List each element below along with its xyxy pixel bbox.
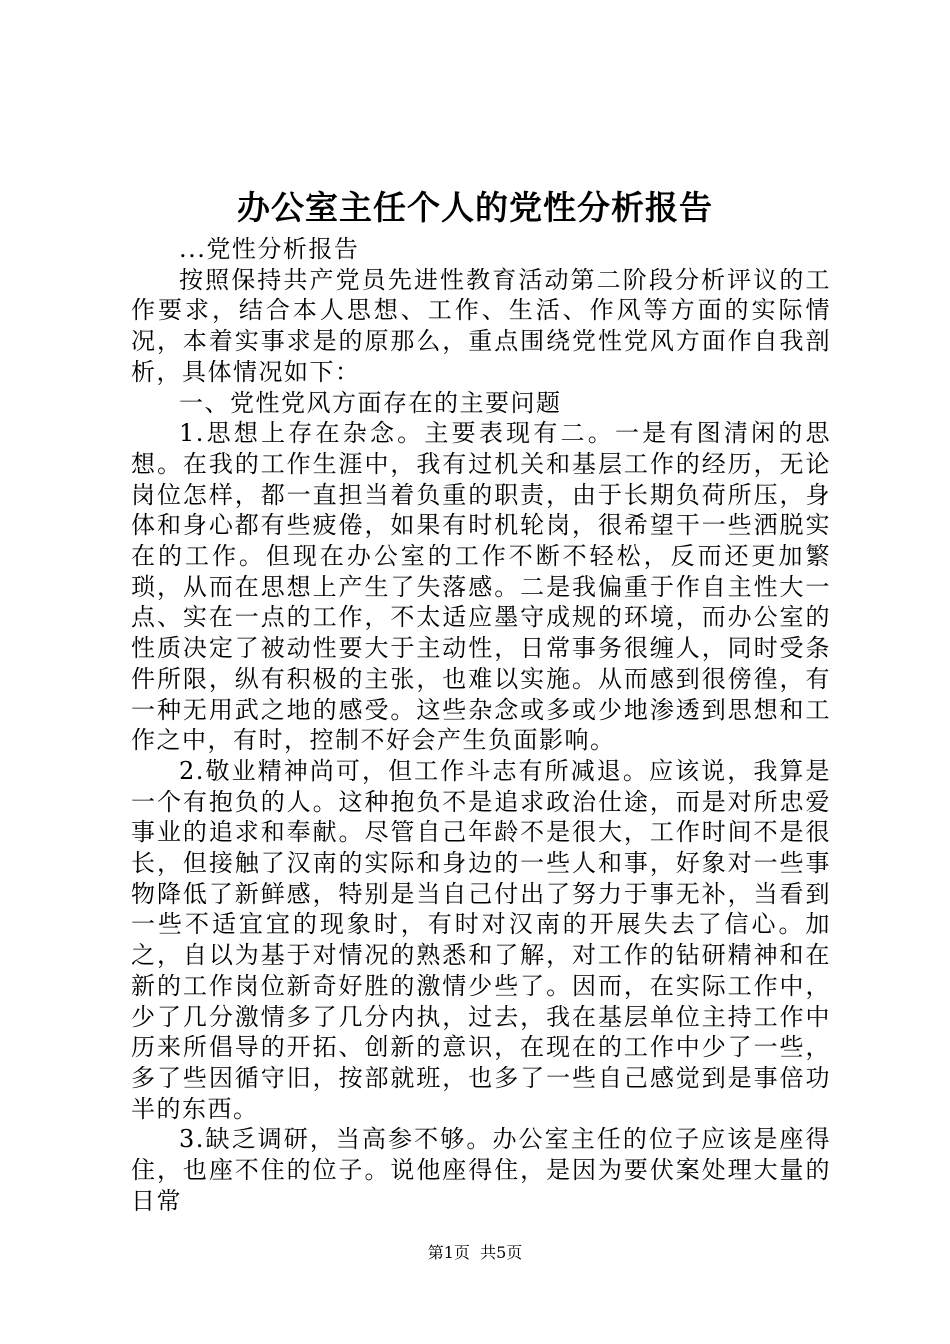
paragraph-point-2: 2.敬业精神尚可，但工作斗志有所减退。应该说，我算是一个有抱负的人。这种抱负不是追求政治仕途，而是对所忠爱事业的追求和奉献。尽管自己年龄不是很大，工作时间不是很长，但接触了汉南的实际和身边的一些人和事，好象对一些事物降低了新鲜感，特别是当自己付出了努力于事无补，当看到一些不适宜宜的现象时，有时对汉南的开展失去了信心。加之，自以为基于对情况的熟悉和了解，对工作的钻研精神和在新的工作岗位新奇好胜的激情少些了。因而，在实际工作中，少了几分激情多了几分内执，过去，我在基层单位主持工作中历来所倡导的开拓、创新的意识，在现在的工作中少了一些，多了些因循守旧，按部就班，也多了一些自己感觉到是事倍功半的东西。: [131, 756, 831, 1123]
paragraph-intro: 按照保持共产党员先进性教育活动第二阶段分析评议的工作要求，结合本人思想、工作、生活、作风等方面的实际情况，本着实事求是的原那么，重点围绕党性党风方面作自我剖析，具体情况如下：: [131, 265, 831, 386]
paragraph-point-3: 3.缺乏调研，当高参不够。办公室主任的位子应该是座得住，也座不住的位子。说他座得住，是因为要伏案处理大量的日常: [131, 1125, 831, 1215]
document-title: 办公室主任个人的党性分析报告: [237, 188, 713, 227]
paragraph-point-1: 1.思想上存在杂念。主要表现有二。一是有图清闲的思想。在我的工作生涯中，我有过机关和基层工作的经历，无论岗位怎样，都一直担当着负重的职责，由于长期负荷所压，身体和身心都有些疲倦，如果有时机轮岗，很希望干一些洒脱实在的工作。但现在办公室的工作不断不轻松，反而还更加繁琐，从而在思想上产生了失落感。二是我偏重于作自主性大一点、实在一点的工作，不太适应墨守成规的环境，而办公室的性质决定了被动性要大于主动性，日常事务很缠人，同时受条件所限，纵有积极的主张，也难以实施。从而感到很傍徨，有一种无用武之地的感受。这些杂念或多或少地渗透到思想和工作之中，有时，控制不好会产生负面影响。: [131, 419, 831, 755]
document-body: [131, 234, 831, 1217]
page-footer: [0, 1243, 950, 1263]
page-number: 第1页 共5页: [427, 1243, 523, 1262]
document-subtitle: ...党性分析报告: [179, 235, 360, 263]
section-heading: 一、党性党风方面存在的主要问题: [179, 388, 562, 417]
